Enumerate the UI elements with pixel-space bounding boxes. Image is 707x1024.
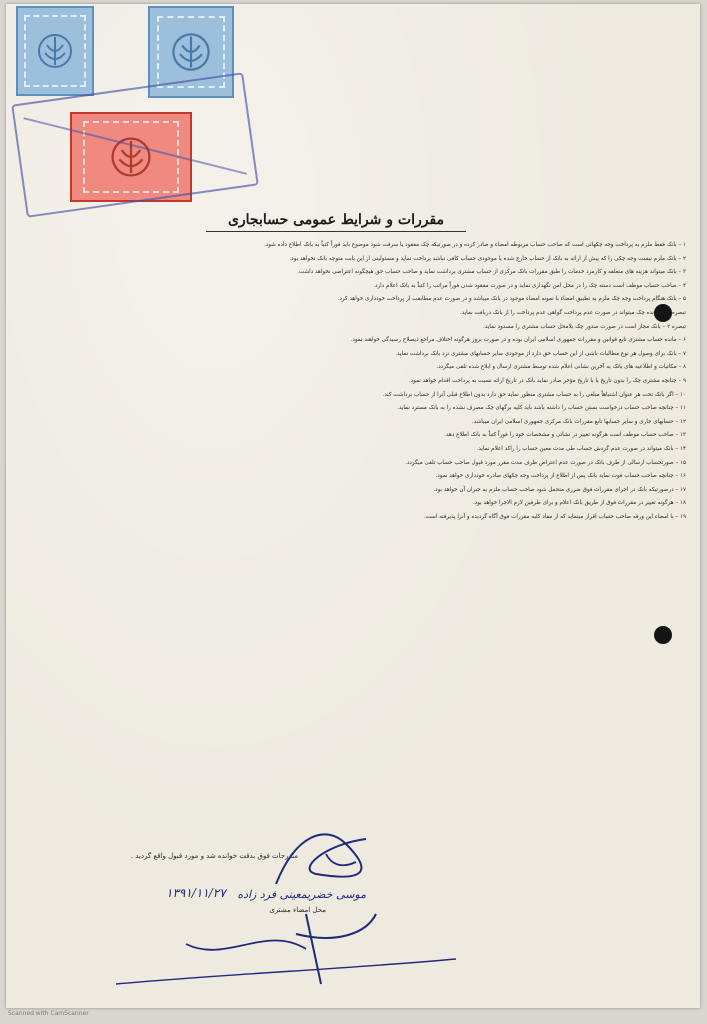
emblem-icon	[169, 30, 213, 74]
punch-hole-icon	[654, 626, 672, 644]
clause: ۱ – بانک فقط ملزم به پرداخت وجه چکهائی است که صاحب حساب مربوطه امضاء و صادر کرده و در صورتیکه چک مفقود یا سرقت شود موضوع باید فوراً کتباً به بانک اطلاع داده شود.	[263, 242, 686, 248]
scanner-watermark: Scanned with CamScanner	[8, 1010, 89, 1017]
clause: ۸ – مکاتبات و اطلاعیه های بانک به آخرین نشانی اعلام شده توسط مشتری ارسال و ابلاغ شده تلقی میگردد.	[436, 364, 686, 371]
clause: ۵ – بانک هنگام پرداخت وجه چک ملزم به تطبیق امضاء با نمونه امضاء موجود در بانک میباشد و در صورت عدم مطابقت از پرداخت خودداری خواهد کرد.	[337, 296, 686, 303]
clause: ۱۹ – با امضاء این ورقه صاحب حساب اقرار مینماید که از مفاد کلیه مقررات فوق آگاه گردیده و آنرا پذیرفته است.	[423, 513, 686, 520]
clause: ۲ – بانک ملزم نیست وجه چکی را که پیش از ارائه به بانک از حساب خارج شده یا موجودی حساب کافی نباشد پرداخت نماید و مسئولیتی از این بابت متوجه بانک نخواهد بود.	[289, 255, 686, 262]
clause: ۱۶ – چنانچه صاحب حساب فوت نماید بانک پس از اطلاع از پرداخت وجه چکهای صادره خودداری خواهد نمود.	[435, 473, 686, 480]
clause: تبصره ۲ – بانک مجاز است در صورت صدور چک بلامحل حساب مشتری را مسدود نماید.	[483, 323, 686, 330]
clauses-body	[20, 240, 686, 525]
acceptance-note: مندرجات فوق بدقت خوانده شد و مورد قبول واقع گردید .	[130, 852, 298, 860]
signature-label: محل امضاء مشتری	[269, 906, 326, 914]
emblem-icon	[35, 31, 75, 71]
clause: ۱۸ – هرگونه تغییر در مقررات فوق از طریق بانک اعلام و برای طرفین لازم الاجرا خواهد بود.	[472, 500, 686, 507]
clause: تبصره ۱ – دارنده چک میتواند در صورت عدم پرداخت گواهی عدم پرداخت را از بانک دریافت نماید.	[459, 309, 686, 316]
revenue-stamp-blue-1	[16, 6, 94, 96]
clause: ۱۵ – صورتحساب ارسالی از طرف بانک در صورت عدم اعتراض ظرف مدت مقرر مورد قبول صاحب حساب تلقی میگردد.	[405, 459, 686, 466]
clause: ۱۷ – درصورتیکه بانک در اجرای مقررات فوق ضرری متحمل شود صاحب حساب ملزم به جبران آن خواهد بود.	[433, 486, 686, 493]
handwritten-signature-icon	[106, 904, 466, 994]
clause: ۹ – چنانچه مشتری چک را بدون تاریخ یا با تاریخ مؤخر صادر نماید بانک در تاریخ ارائه نسبت به پرداخت اقدام خواهد نمود.	[408, 377, 686, 384]
clause: ۷ – بانک برای وصول هر نوع مطالبات ناشی از این حساب حق دارد از موجودی سایر حسابهای مشتری نزد بانک برداشت نماید.	[395, 350, 686, 357]
clause: ۱۲ – حسابهای جاری و سایر حسابها تابع مقررات بانک مرکزی جمهوری اسلامی ایران میباشد.	[471, 418, 686, 425]
clause: ۱۳ – صاحب حساب موظف است هرگونه تغییر در نشانی و مشخصات خود را فوراً کتباً به بانک اطلاع دهد.	[444, 432, 686, 439]
document-title: مقررات و شرایط عمومی حسابجاری	[206, 212, 466, 232]
clause: ۱۴ – بانک میتواند در صورت عدم گردش حساب طی مدت معین حساب را راکد اعلام نماید.	[476, 445, 686, 452]
signature-date: ۱۳۹۱/۱۱/۲۷	[166, 886, 226, 900]
signer-name: موسی خضریمعینی فرد زاده	[237, 888, 366, 901]
document-page	[6, 4, 700, 1008]
handwritten-signature-icon	[256, 814, 396, 904]
clause: ۴ – صاحب حساب موظف است دسته چک را در محل امن نگهداری نماید و در صورت مفقود شدن فوراً مراتب را کتباً به بانک اعلام دارد.	[373, 282, 686, 289]
clause: ۱۱ – چنانچه صاحب حساب درخواست بستن حساب را داشته باشد باید کلیه برگهای چک مصرف نشده را به بانک مسترد نماید.	[397, 405, 686, 412]
clause: ۶ – مانده حساب مشتری تابع قوانین و مقررات جمهوری اسلامی ایران بوده و در صورت بروز هرگونه اختلاف مراجع ذیصلاح رسیدگی خواهند نمود.	[350, 337, 686, 344]
clause: ۳ – بانک میتواند هزینه های متعلقه و کارمزد خدمات را طبق مقررات بانک مرکزی از حساب مشتری برداشت نماید و صاحب حساب حق هیچگونه اعتراضی نخواهد داشت.	[297, 269, 686, 276]
clause: ۱۰ – اگر بانک تحت هر عنوان اشتباهاً مبلغی را به حساب مشتری منظور نماید حق دارد بدون اطلاع قبلی آنرا از حساب برداشت کند.	[382, 391, 686, 398]
